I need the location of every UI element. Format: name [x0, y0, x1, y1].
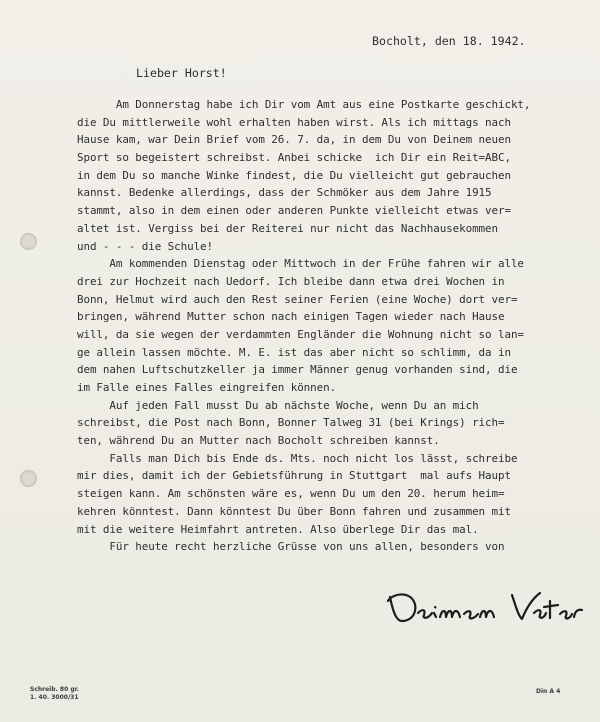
letter-line: drei zur Hochzeit nach Uedorf. Ich bleibe dann etwa drei Wochen in	[77, 274, 505, 288]
letter-line: im Falle eines Falles eingreifen können.	[77, 381, 337, 394]
letter-line: Auf jeden Fall musst Du ab nächste Woche, wenn Du an mich	[77, 398, 479, 412]
letter-line: dem nahen Luftschutzkeller ja immer Männer genug vorhanden sind, die	[77, 363, 518, 377]
punch-hole-top	[20, 233, 37, 250]
letter-line: ge allein lassen möchte. M. E. ist das aber nicht so schlimm, da in	[77, 345, 511, 359]
paper-size-label: Din A 4	[536, 688, 561, 695]
letter-line: Bonn, Helmut wird auch den Rest seiner Ferien (eine Woche) dort ver=	[77, 292, 518, 306]
letter-line: ten, während Du an Mutter nach Bocholt schreiben kannst.	[77, 434, 440, 448]
letter-line: und - - - die Schule!	[77, 239, 214, 253]
handwritten-signature	[384, 587, 584, 627]
letter-line: Für heute recht herzliche Grüsse von uns allen, besonders von	[77, 540, 505, 554]
signature-drawing	[384, 587, 584, 627]
form-number-line2: 1. 40. 3000/31	[30, 694, 79, 701]
form-number-line1: Schreib. 80 gr.	[30, 686, 80, 693]
letter-greeting: Lieber Horst!	[136, 66, 227, 80]
letter-line: Hause kam, war Dein Brief vom 26. 7. da, in dem Du von Deinem neuen	[77, 133, 511, 147]
punch-hole-bottom	[20, 470, 37, 487]
letter-line: Falls man Dich bis Ende ds. Mts. noch nicht los lässt, schreibe	[77, 451, 518, 465]
letter-line: will, da sie wegen der verdammten Engländer die Wohnung nicht so lan=	[77, 327, 524, 341]
letter-line: bringen, während Mutter schon nach einigen Tagen wieder nach Hause	[77, 310, 505, 324]
form-number	[30, 686, 79, 702]
letter-line: schreibst, die Post nach Bonn, Bonner Talweg 31 (bei Krings) rich=	[77, 416, 505, 430]
letter-line: Am kommenden Dienstag oder Mittwoch in der Frühe fahren wir alle	[77, 257, 524, 271]
letter-line: Am Donnerstag habe ich Dir vom Amt aus eine Postkarte geschickt,	[77, 98, 531, 111]
letter-line: mit die weitere Heimfahrt antreten. Also überlege Dir das mal.	[77, 522, 479, 536]
letter-line: stammt, also in dem einen oder anderen Punkte vielleicht etwas ver=	[77, 204, 511, 218]
letter-line: kehren könntest. Dann könntest Du über Bonn fahren und zusammen mit	[77, 504, 511, 518]
letter-line: Sport so begeistert schreibst. Anbei schicke ich Dir ein Reit=ABC,	[77, 151, 511, 165]
letter-line: mir dies, damit ich der Gebietsführung in Stuttgart mal aufs Haupt	[77, 469, 511, 483]
letter-line: die Du mittlerweile wohl erhalten haben wirst. Als ich mittags nach	[77, 115, 511, 129]
letter-dateline: Bocholt, den 18. 1942.	[372, 34, 526, 48]
letter-line: altet ist. Vergiss bei der Reiterei nur nicht das Nachhausekommen	[77, 221, 498, 235]
letter-line: steigen kann. Am schönsten wäre es, wenn Du um den 20. herum heim=	[77, 487, 505, 501]
letter-body	[77, 96, 597, 556]
letter-line: in dem Du so manche Winke findest, die Du vielleicht gut gebrauchen	[77, 168, 511, 182]
letter-line: kannst. Bedenke allerdings, dass der Schmöker aus dem Jahre 1915	[77, 186, 492, 200]
